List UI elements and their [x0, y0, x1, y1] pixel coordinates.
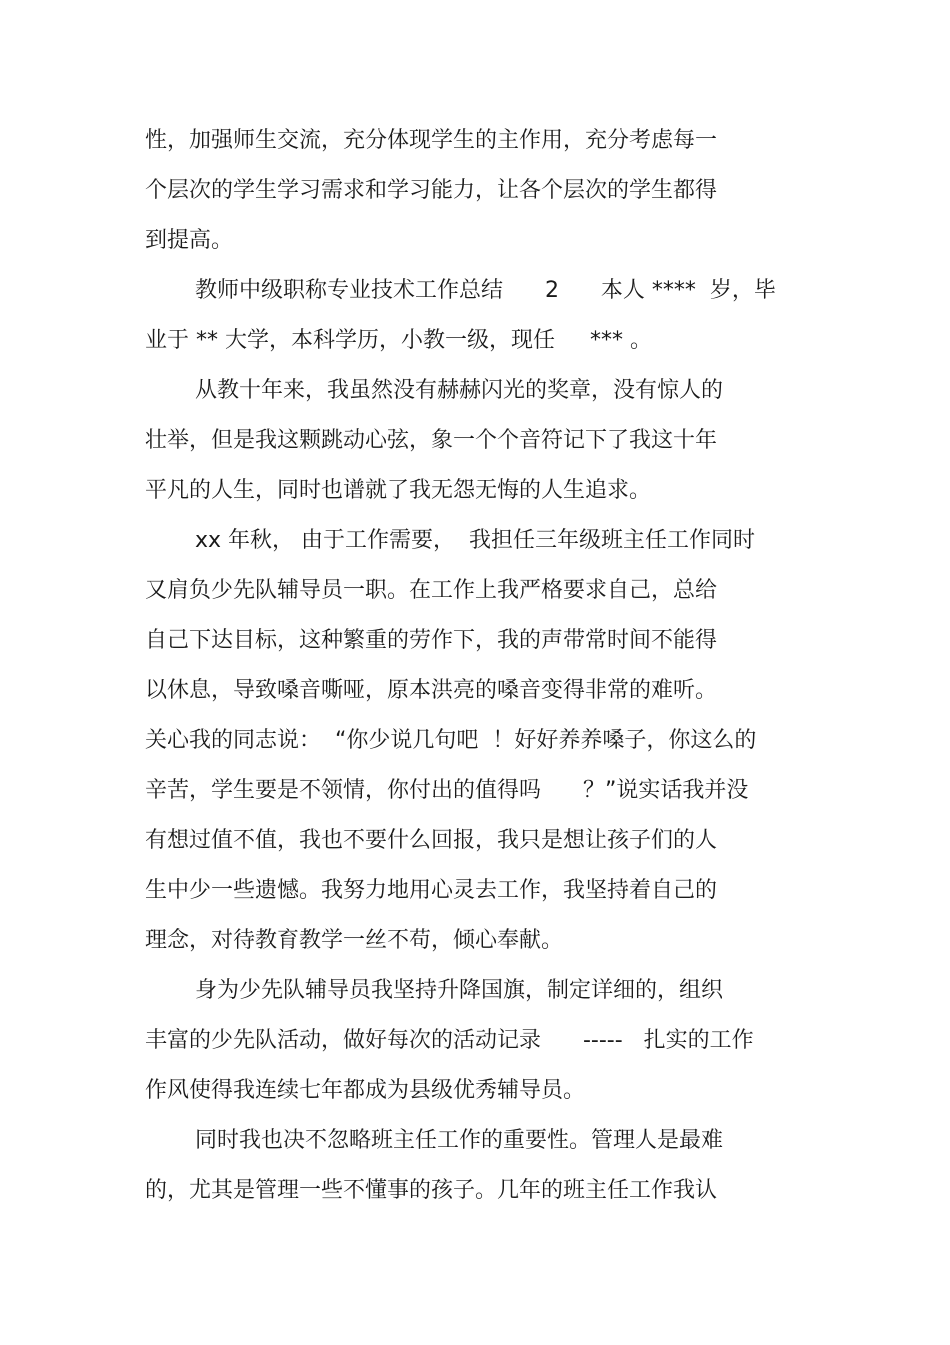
text-line: 理念，对待教育教学一丝不苟，倾心奉献。	[145, 928, 564, 953]
text-line: 关心我的同志说： “你少说几句吧 ！好好养养嗓子，你这么的	[145, 728, 757, 753]
text-line: 的，尤其是管理一些不懂事的孩子。几年的班主任工作我认	[145, 1178, 718, 1203]
text-line: 性，加强师生交流，充分体现学生的主作用，充分考虑每一	[145, 128, 718, 153]
text-line: 个层次的学生学习需求和学习能力，让各个层次的学生都得	[145, 178, 718, 203]
text-line: 教师中级职称专业技术工作总结 2 本人 **** 岁，毕	[195, 278, 776, 303]
text-line: 身为少先队辅导员我坚持升降国旗，制定详细的，组织	[195, 978, 724, 1003]
text-line: 丰富的少先队活动，做好每次的活动记录 ----- 扎实的工作	[145, 1028, 754, 1053]
text-line: 又肩负少先队辅导员一职。在工作上我严格要求自己，总给	[145, 578, 718, 603]
text-line: 到提高。	[145, 228, 234, 253]
text-line: 以休息，导致嗓音嘶哑，原本洪亮的嗓音变得非常的难听。	[145, 678, 718, 703]
text-line: 辛苦，学生要是不领情，你付出的值得吗 ？”说实话我并没	[145, 778, 749, 803]
text-line: 同时我也决不忽略班主任工作的重要性。管理人是最难	[195, 1128, 724, 1153]
text-line: 业于 ** 大学，本科学历，小教一级，现任 *** 。	[145, 328, 652, 353]
text-line: 自己下达目标，这种繁重的劳作下，我的声带常时间不能得	[145, 628, 718, 653]
text-line: 有想过值不值，我也不要什么回报，我只是想让孩子们的人	[145, 828, 718, 853]
text-line: 作风使得我连续七年都成为县级优秀辅导员。	[145, 1078, 586, 1103]
text-line: 从教十年来，我虽然没有赫赫闪光的奖章，没有惊人的	[195, 378, 724, 403]
text-line: 生中少一些遗憾。我努力地用心灵去工作，我坚持着自己的	[145, 878, 718, 903]
text-line: 壮举，但是我这颗跳动心弦，象一个个音符记下了我这十年	[145, 428, 718, 453]
text-line: 平凡的人生，同时也谱就了我无怨无悔的人生追求。	[145, 478, 652, 503]
text-line: xx 年秋， 由于工作需要， 我担任三年级班主任工作同时	[195, 528, 756, 553]
